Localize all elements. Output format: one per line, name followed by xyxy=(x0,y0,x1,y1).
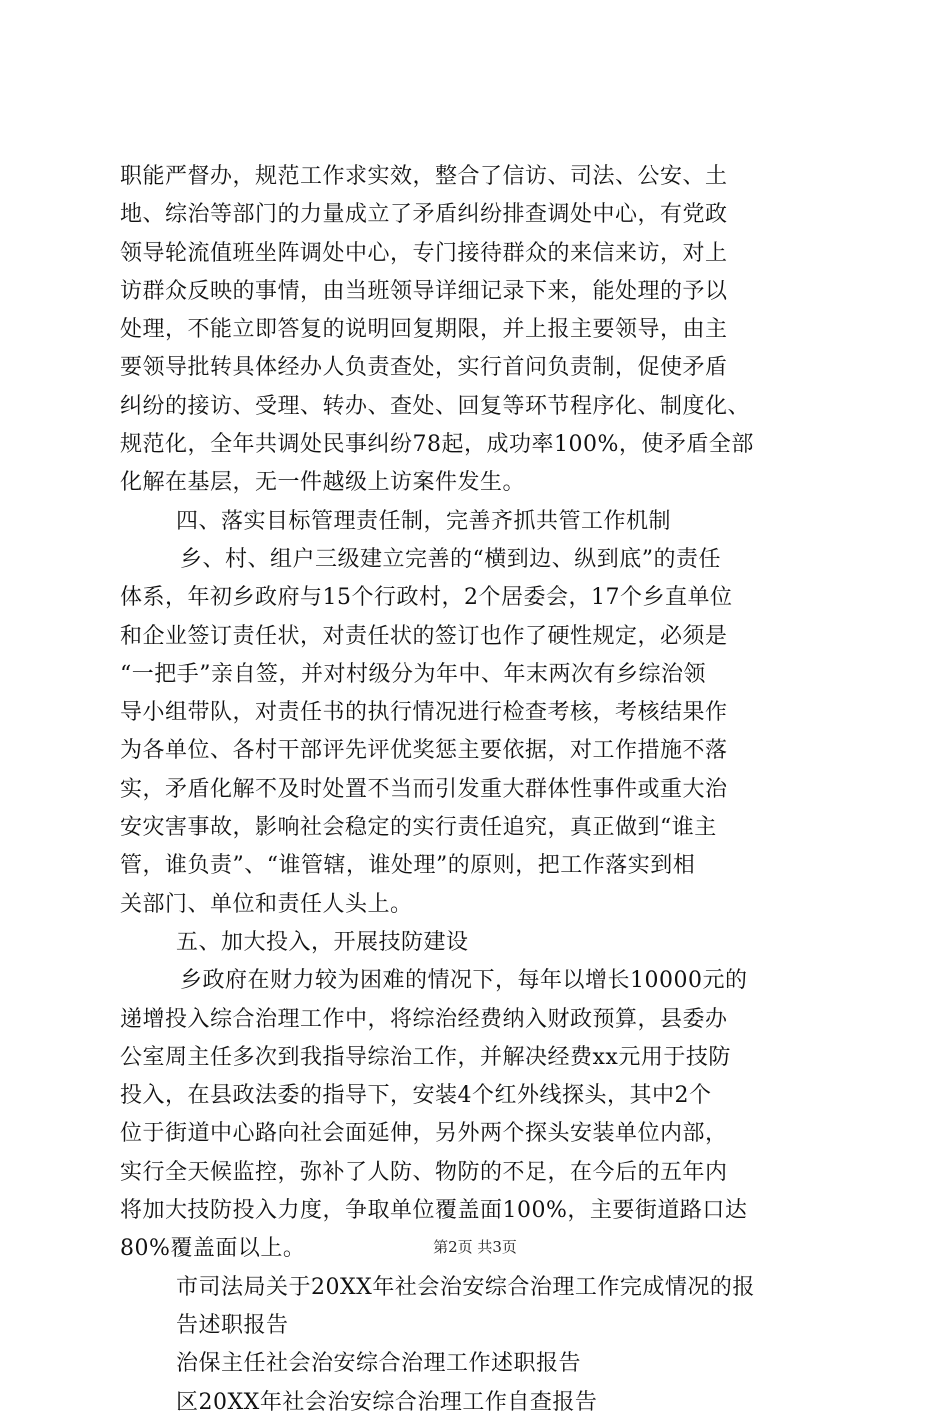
text-line: 递增投入综合治理工作中，将综治经费纳入财政预算，县委办 xyxy=(120,1006,728,1032)
text-line: 和企业签订责任状，对责任状的签订也作了硬性规定，必须是 xyxy=(120,623,728,649)
text-line: 纠纷的接访、受理、转办、查处、回复等环节程序化、制度化、 xyxy=(120,393,751,419)
text-line: 访群众反映的事情，由当班领导详细记录下来，能处理的予以 xyxy=(120,278,728,304)
text-line: 为各单位、各村干部评先评优奖惩主要依据，对工作措施不落 xyxy=(120,738,728,764)
text-line: 关部门、单位和责任人头上。 xyxy=(120,891,413,917)
page-footer: 第2页 共3页 xyxy=(433,1238,517,1256)
text-line: 公室周主任多次到我指导综治工作，并解决经费xx元用于技防 xyxy=(120,1044,731,1070)
text-line: 区20XX年社会治安综合治理工作自查报告 xyxy=(176,1389,598,1415)
text-line: 位于街道中心路向社会面延伸，另外两个探头安装单位内部， xyxy=(120,1121,728,1147)
text-line: 导小组带队，对责任书的执行情况进行检查考核，考核结果作 xyxy=(120,700,728,726)
text-line: 市司法局关于20XX年社会治安综合治理工作完成情况的报 xyxy=(176,1274,755,1300)
text-line: 体系，年初乡政府与15个行政村，2个居委会，17个乡直单位 xyxy=(120,585,733,611)
text-line: 治保主任社会治安综合治理工作述职报告 xyxy=(176,1351,582,1377)
text-line: 实，矛盾化解不及时处置不当而引发重大群体性事件或重大治 xyxy=(120,776,728,802)
text-line: 乡、村、组户三级建立完善的“横到边、纵到底”的责任 xyxy=(180,546,721,572)
document-body xyxy=(120,158,836,1422)
text-line: 规范化，全年共调处民事纠纷78起，成功率100%，使矛盾全部 xyxy=(120,432,754,458)
text-line: 领导轮流值班坐阵调处中心，专门接待群众的来信来访，对上 xyxy=(120,240,728,266)
text-line: 投入，在县政法委的指导下，安装4个红外线探头，其中2个 xyxy=(120,1083,712,1109)
text-line: 五、加大投入，开展技防建设 xyxy=(176,929,469,955)
text-line: 实行全天候监控，弥补了人防、物防的不足，在今后的五年内 xyxy=(120,1159,728,1185)
text-line: 地、综治等部门的力量成立了矛盾纠纷排查调处中心，有党政 xyxy=(120,202,728,228)
text-line: 职能严督办，规范工作求实效，整合了信访、司法、公安、土 xyxy=(120,164,728,189)
text-line: “一把手”亲自签，并对村级分为年中、年末两次有乡综治领 xyxy=(120,661,706,687)
text-line: 安灾害事故，影响社会稳定的实行责任追究，真正做到“谁主 xyxy=(120,815,717,841)
text-line: 管，谁负责”、“谁管辖，谁处理”的原则，把工作落实到相 xyxy=(120,853,696,879)
text-line: 要领导批转具体经办人负责查处，实行首问负责制，促使矛盾 xyxy=(120,355,728,381)
text-line: 将加大技防投入力度，争取单位覆盖面100%，主要街道路口达 xyxy=(120,1198,748,1224)
text-line: 告述职报告 xyxy=(176,1312,289,1338)
text-line: 化解在基层，无一件越级上访案件发生。 xyxy=(120,470,526,496)
text-line: 处理，不能立即答复的说明回复期限，并上报主要领导，由主 xyxy=(120,317,728,343)
text-line: 80%覆盖面以上。 xyxy=(120,1236,306,1262)
text-line: 乡政府在财力较为困难的情况下，每年以增长10000元的 xyxy=(180,968,748,994)
text-line: 四、落实目标管理责任制，完善齐抓共管工作机制 xyxy=(176,508,672,534)
